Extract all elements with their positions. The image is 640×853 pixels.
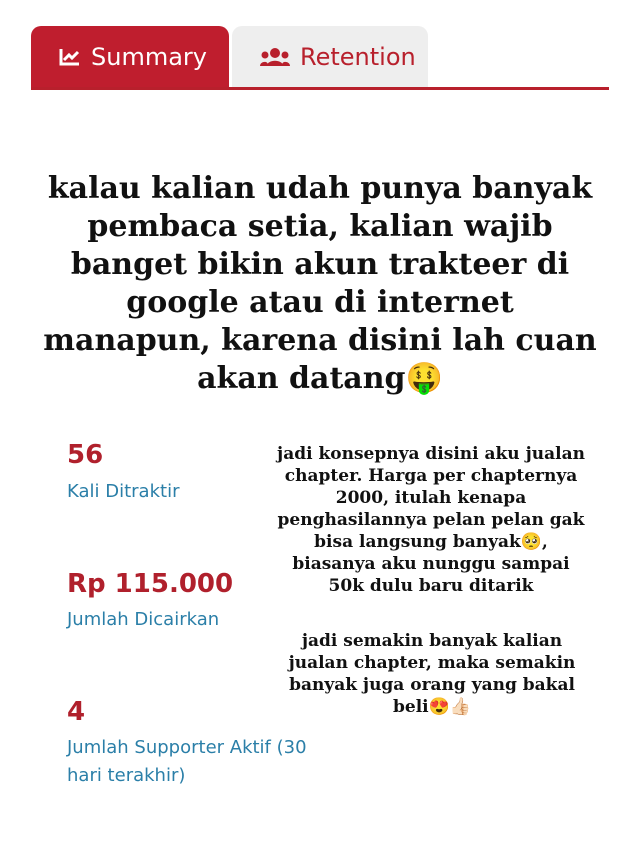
users-icon: [260, 47, 290, 67]
main-caption: kalau kalian udah punya banyak pembaca setia, kalian wajib banget bikin akun trakteer di google atau di internet manapun, karena disini lah cuan akan datang🤑: [43, 171, 597, 396]
stat-label-withdrawn: Jumlah Dicairkan: [67, 609, 220, 630]
tab-summary-label: Summary: [91, 42, 207, 71]
stat-value-withdrawn: Rp 115.000: [67, 569, 234, 599]
tab-summary[interactable]: [31, 26, 229, 87]
stat-label-treats: Kali Ditraktir: [67, 481, 180, 502]
overlay-note-advice: jadi semakin banyak kalian jualan chapter, maka semakin banyak juga orang yang bakal beli😍👍🏻: [288, 631, 576, 717]
tab-bar: [31, 26, 609, 90]
stat-value-treats: 56: [67, 440, 104, 470]
overlay-note-concept: jadi konsepnya disini aku jualan chapter. Harga per chapternya 2000, itulah kenapa penghasilannya pelan pelan gak bisa langsung banyak🥺, biasanya aku nunggu sampai 50k dulu baru ditarik: [277, 444, 585, 596]
tab-retention-label: Retention: [300, 42, 416, 71]
chart-line-icon: [59, 47, 81, 67]
stat-label-supporters: Jumlah Supporter Aktif (30 hari terakhir): [67, 737, 307, 786]
stat-value-supporters: 4: [67, 697, 86, 727]
tab-retention[interactable]: [232, 26, 428, 87]
